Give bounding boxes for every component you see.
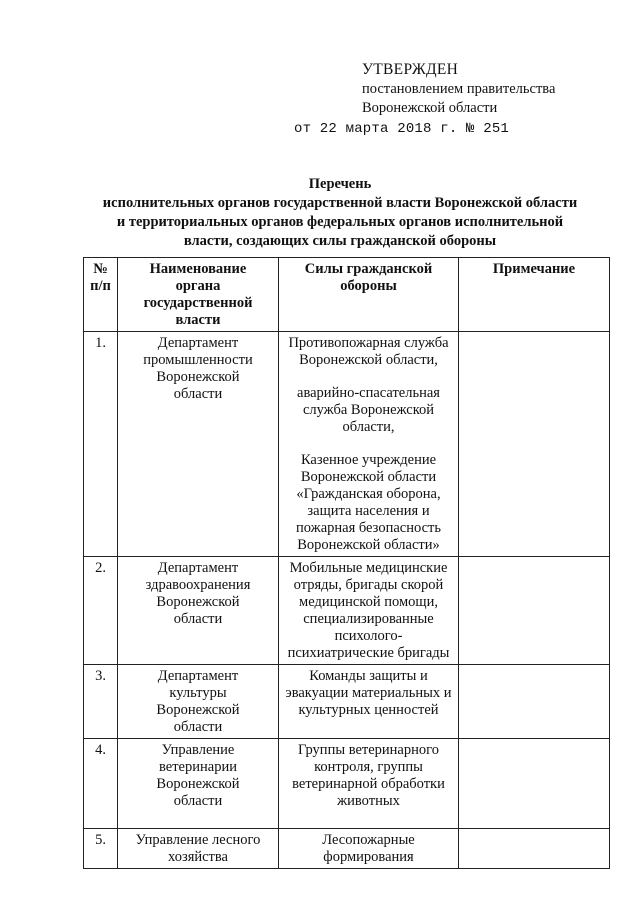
table-row [84,739,610,829]
table-row [84,829,610,869]
forces-line: психолого- [334,628,403,644]
row-num: 3. [84,665,118,739]
forces-line: защита населения и [307,503,430,519]
heading-line-4: власти, создающих силы гражданской обороны [183,233,497,249]
org-line: Управление [161,742,235,758]
row-org [118,829,279,869]
row-note [459,557,610,665]
table-header-row [84,258,610,332]
forces-line: Воронежской области, [299,352,438,368]
paragraph-gap [282,810,455,826]
org-line: Департамент [157,335,239,351]
forces-line: медицинской помощи, [299,594,438,610]
forces-line: Мобильные медицинские [289,560,448,576]
row-forces [279,557,459,665]
org-line: Департамент [157,668,239,684]
forces-line: Воронежской области» [297,537,440,553]
header-note [459,258,610,332]
row-num: 2. [84,557,118,665]
row-forces [279,829,459,869]
header-org-line: Наименование [149,261,247,277]
org-line: Управление лесного [135,832,261,848]
forces-line: эвакуации материальных и [285,685,452,701]
approval-line-2: Воронежской области [362,100,498,116]
header-num-line: № [93,261,108,277]
row-num: 5. [84,829,118,869]
forces-line: Казенное учреждение [300,452,437,468]
org-line: Воронежской [156,594,240,610]
row-forces [279,332,459,557]
forces-line: культурных ценностей [298,702,439,718]
forces-line: психиатрические бригады [287,645,450,661]
row-org [118,332,279,557]
approval-stamp [362,60,622,118]
row-forces [279,665,459,739]
forces-line: контроля, группы [314,759,423,775]
org-line: области [173,611,223,627]
org-line: Воронежской [156,776,240,792]
forces-line: аварийно-спасательная [297,385,440,401]
heading-line-2: исполнительных органов государственной власти Воронежской области [102,195,578,211]
forces-line: Команды защиты и [309,668,428,684]
row-org [118,739,279,829]
paragraph-gap [282,436,455,452]
forces-line: специализированные [303,611,434,627]
forces-line: Лесопожарные [322,832,415,848]
header-forces-line: обороны [340,278,397,294]
table-row [84,665,610,739]
document-heading [60,175,620,251]
forces-line: Воронежской области [300,469,437,485]
forces-line: формирования [323,849,414,865]
row-num: 1. [84,332,118,557]
row-org [118,665,279,739]
approval-line-1: постановлением правительства [362,81,556,97]
forces-line: Группы ветеринарного [298,742,439,758]
header-num [84,258,118,332]
header-note-line: Примечание [492,261,576,277]
row-forces [279,739,459,829]
forces-line: области, [342,419,395,435]
row-org [118,557,279,665]
forces-line: животных [337,793,400,809]
org-line: области [173,793,223,809]
table-row [84,332,610,557]
org-line: области [173,719,223,735]
civil-defense-table [83,257,610,869]
forces-line: служба Воронежской [302,402,435,418]
approval-date: от 22 марта 2018 г. № 251 [294,121,510,137]
table-row [84,557,610,665]
org-line: здравоохранения [145,577,251,593]
paragraph-gap [282,369,455,385]
forces-line: отряды, бригады скорой [293,577,444,593]
org-line: Воронежской [156,702,240,718]
row-note [459,739,610,829]
heading-line-3: и территориальных органов федеральных органов исполнительной [116,214,564,230]
org-line: Департамент [157,560,239,576]
org-line: Воронежской [156,369,240,385]
forces-line: Противопожарная служба [288,335,449,351]
org-line: хозяйства [168,849,228,865]
header-org-line: органа [175,278,221,294]
row-note [459,829,610,869]
row-note [459,665,610,739]
header-forces-line: Силы гражданской [304,261,433,277]
heading-line-1: Перечень [308,176,372,192]
header-org-line: государственной [143,295,253,311]
row-note [459,332,610,557]
forces-line: «Гражданская оборона, [296,486,441,502]
org-line: промышленности [143,352,253,368]
header-num-line: п/п [90,278,111,294]
org-line: ветеринарии [159,759,237,775]
header-org [118,258,279,332]
approval-title: УТВЕРЖДЕН [362,61,459,78]
header-forces [279,258,459,332]
forces-line: пожарная безопасность [296,520,441,536]
header-org-line: власти [175,312,221,328]
row-num: 4. [84,739,118,829]
org-line: области [173,386,223,402]
forces-line: ветеринарной обработки [292,776,445,792]
org-line: культуры [169,685,227,701]
